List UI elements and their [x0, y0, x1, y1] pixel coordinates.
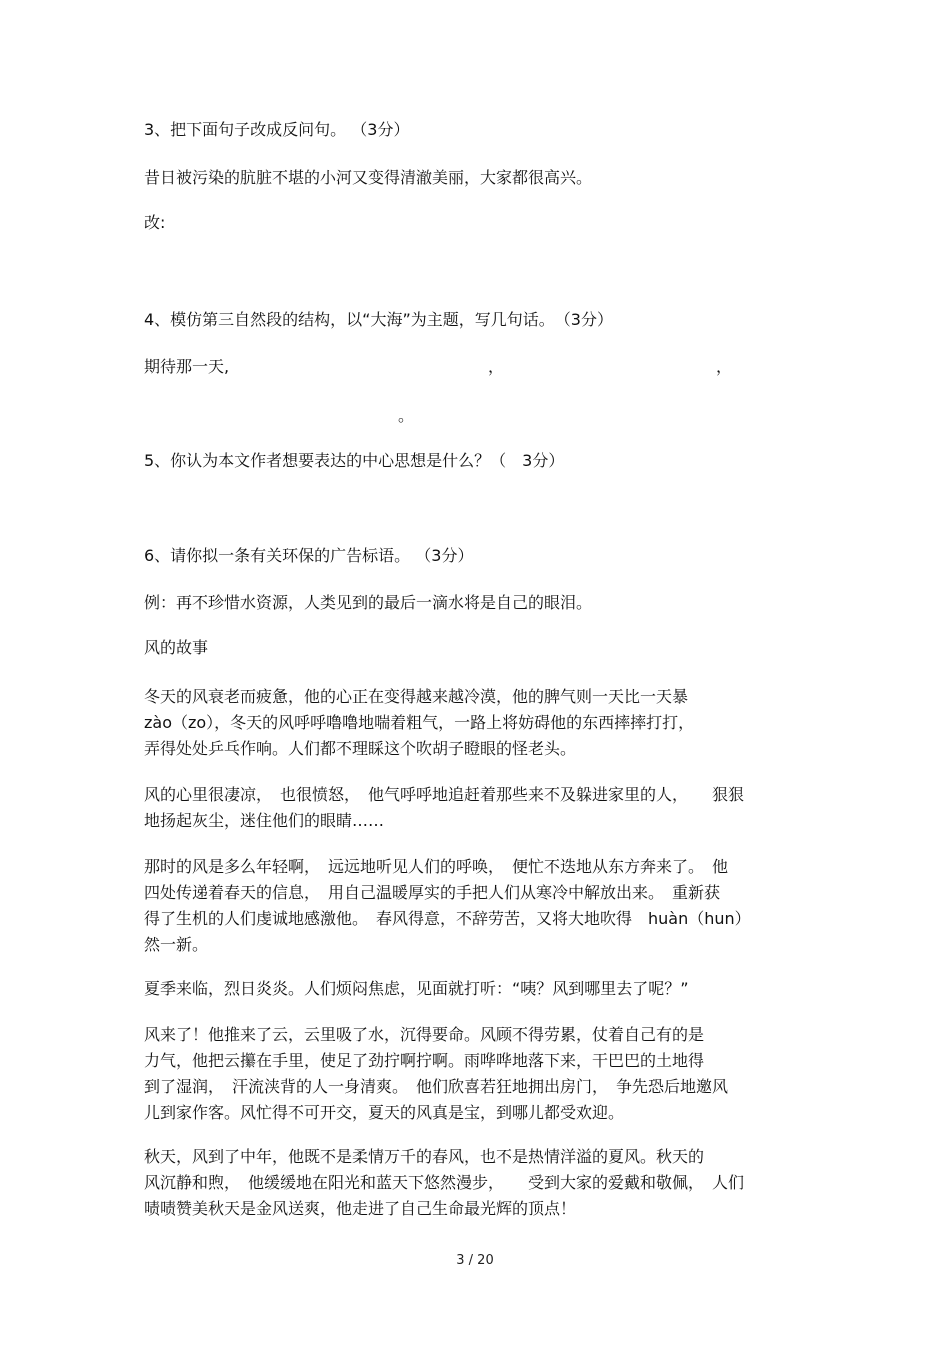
story-paragraph-4	[144, 976, 808, 1002]
story-line: 风沉静和煦， 他缓缓地在阳光和蓝天下悠然漫步， 受到大家的爱戴和敬佩， 人们	[144, 1173, 745, 1192]
q3-answer-label: 改:	[144, 213, 166, 232]
story-line: 力气，他把云攥在手里，使足了劲拧啊拧啊。雨哗哗地落下来，干巴巴的土地得	[144, 1051, 705, 1070]
story-line: 儿到家作客。风忙得不可开交，夏天的风真是宝，到哪儿都受欢迎。	[144, 1103, 625, 1122]
story-title: 风的故事	[144, 638, 209, 657]
story-line: 啧啧赞美秋天是金风送爽，他走进了自己生命最光辉的顶点！	[144, 1199, 577, 1218]
story-line: 那时的风是多么年轻啊， 远远地听见人们的呼唤， 便忙不迭地从东方奔来了。 他	[144, 857, 729, 876]
story-paragraph-3	[144, 854, 808, 958]
story-line: 四处传递着春天的信息， 用自己温暖厚实的手把人们从寒冷中解放出来。 重新获	[144, 883, 721, 902]
story-line: 秋天，风到了中年，他既不是柔情万千的春风，也不是热情洋溢的夏风。秋天的	[144, 1147, 705, 1166]
story-paragraph-5	[144, 1022, 808, 1126]
story-paragraph-2	[144, 782, 808, 834]
q3-title: 3、把下面句子改成反问句。 （3分）	[144, 120, 410, 139]
q4-blank-comma-2: ，	[716, 357, 733, 376]
q4-blank-comma-1: ，	[488, 357, 505, 376]
q4-blank-period: 。	[398, 406, 415, 425]
story-line: 到了湿润， 汗流浃背的人一身清爽。 他们欣喜若狂地拥出房门， 争先恐后地邀风	[144, 1077, 729, 1096]
story-line: 得了生机的人们虔诚地感激他。 春风得意，不辞劳苦，又将大地吹得 huàn（hun）	[144, 909, 751, 928]
story-line: 然一新。	[144, 935, 209, 954]
q6-example: 例：再不珍惜水资源，人类见到的最后一滴水将是自己的眼泪。	[144, 593, 593, 612]
story-paragraph-6	[144, 1144, 808, 1222]
story-line: zào（zo），冬天的风呼呼噜噜地喘着粗气，一路上将妨碍他的东西摔摔打打，	[144, 713, 695, 732]
q4-title: 4、模仿第三自然段的结构，以“大海”为主题，写几句话。 （3分）	[144, 310, 613, 329]
q3-sentence: 昔日被污染的肮脏不堪的小河又变得清澈美丽，大家都很高兴。	[144, 168, 593, 187]
story-line: 冬天的风衰老而疲惫，他的心正在变得越来越冷漠，他的脾气则一天比一天暴	[144, 687, 689, 706]
q5-title: 5、你认为本文作者想要表达的中心思想是什么？（ 3分）	[144, 451, 565, 470]
story-line: 风来了！他推来了云，云里吸了水，沉得要命。风顾不得劳累，仗着自己有的是	[144, 1025, 705, 1044]
q4-prompt: 期待那一天,	[144, 357, 230, 376]
page-number: 3 / 20	[456, 1253, 494, 1268]
q6-title: 6、请你拟一条有关环保的广告标语。 （3分）	[144, 546, 474, 565]
story-line: 风的心里很凄凉， 也很愤怒， 他气呼呼地追赶着那些来不及躲进家里的人， 狠狠	[144, 785, 745, 804]
story-line: 夏季来临，烈日炎炎。人们烦闷焦虑，见面就打听：“咦？风到哪里去了呢？”	[144, 979, 689, 998]
story-paragraph-1	[144, 684, 808, 762]
story-line: 地扬起灰尘，迷住他们的眼睛……	[144, 811, 385, 830]
story-line: 弄得处处乒乓作响。人们都不理睬这个吹胡子瞪眼的怪老头。	[144, 739, 577, 758]
